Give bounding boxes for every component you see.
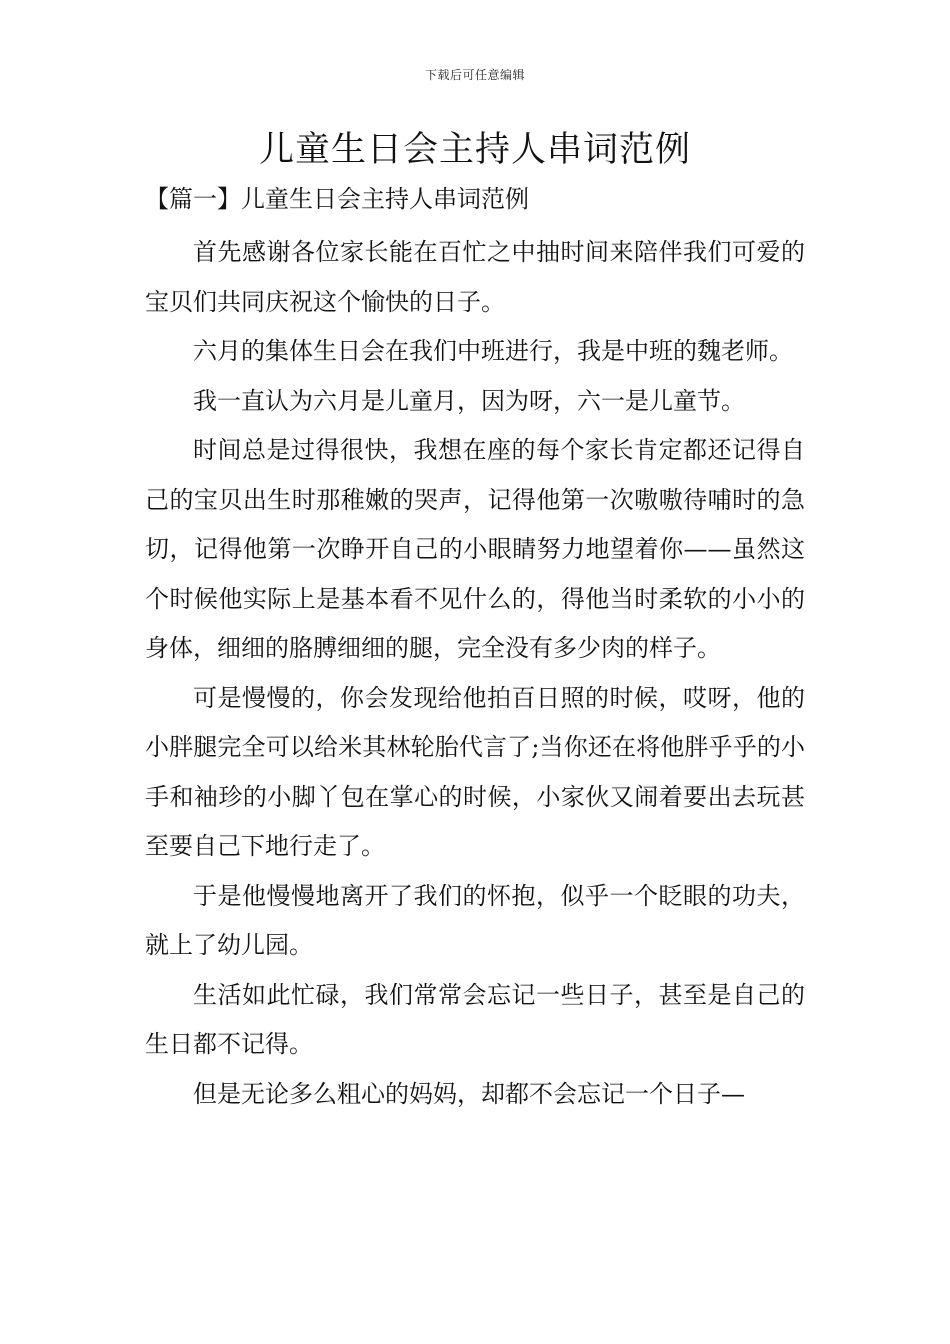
document-body	[145, 228, 805, 1119]
paragraph: 六月的集体生日会在我们中班进行，我是中班的魏老师。	[193, 337, 793, 365]
paragraph: 时间总是过得很快，我想在座的每个家长肯定都还记得自己的宝贝出生时那稚嫩的哭声，记得他第一次嗷嗷待哺时的急切，记得他第一次睁开自己的小眼睛努力地望着你——虽然这个时候他实际上是基本看不见什么的，得他当时柔软的小小的身体，细细的胳膊细细的腿，完全没有多少肉的样子。	[145, 436, 805, 662]
paragraph: 我一直认为六月是儿童月，因为呀，六一是儿童节。	[193, 386, 745, 415]
paragraph: 首先感谢各位家长能在百忙之中抽时间来陪伴我们可爱的宝贝们共同庆祝这个愉快的日子。	[145, 238, 805, 316]
paragraph: 但是无论多么粗心的妈妈，却都不会忘记一个日子—	[193, 1079, 745, 1108]
section-heading: 【篇一】儿童生日会主持人串词范例	[145, 185, 529, 213]
header-note: 下载后可任意编辑	[424, 68, 525, 82]
paragraph: 生活如此忙碌，我们常常会忘记一些日子，甚至是自己的生日都不记得。	[145, 980, 805, 1058]
paragraph: 于是他慢慢地离开了我们的怀抱，似乎一个眨眼的功夫，就上了幼儿园。	[145, 881, 805, 959]
document-title: 儿童生日会主持人串词范例	[258, 130, 691, 170]
paragraph: 可是慢慢的，你会发现给他拍百日照的时候，哎呀，他的小胖腿完全可以给米其林轮胎代言了;当你还在将他胖乎乎的小手和袖珍的小脚丫包在掌心的时候，小家伙又闹着要出去玩甚至要自己下地行走了。	[145, 683, 805, 860]
